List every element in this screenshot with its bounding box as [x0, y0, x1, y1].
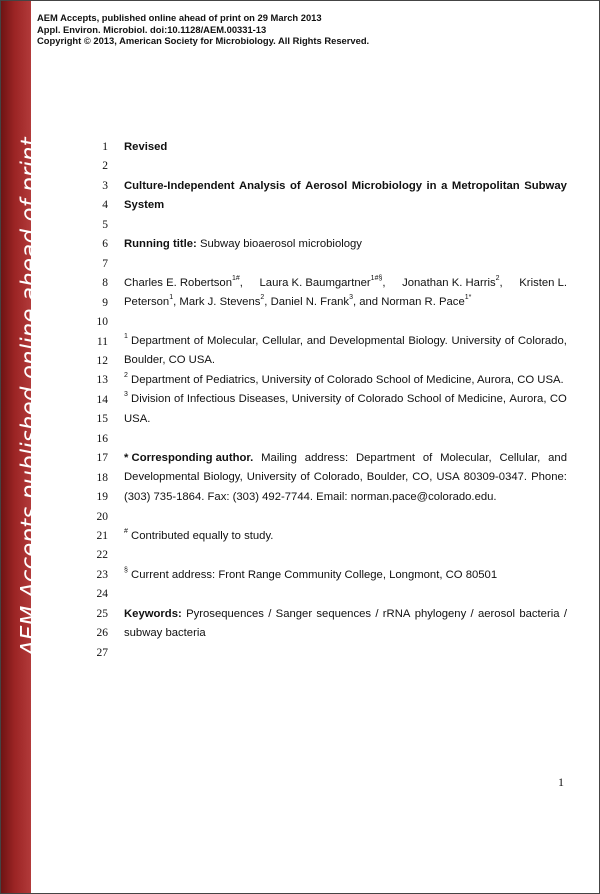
corresponding-line-2-word: 80309-0347.	[463, 471, 528, 483]
corresponding-line-2-word: Colorado,	[313, 471, 363, 483]
corresponding-line-1	[124, 452, 567, 464]
line-number: 6	[102, 238, 108, 251]
keywords-word: Pyrosequences	[186, 608, 264, 620]
line-number: 23	[96, 568, 108, 581]
affiliation-3-word: School	[406, 393, 442, 405]
line-number: 13	[96, 374, 108, 387]
line-number: 18	[96, 471, 108, 484]
affiliation-3-word: of	[444, 393, 455, 405]
corresponding-word: of	[422, 452, 433, 464]
line-number: 15	[96, 413, 108, 426]
affiliation-1-line-2: Boulder, CO USA.	[124, 354, 216, 366]
affiliation-3-word: CO	[549, 393, 567, 405]
corresponding-line-2-word: Phone:	[531, 471, 567, 483]
affiliation-2: $^2$ Department of Pediatrics, University of Colorado School of Medicine, Aurora, CO USA.	[124, 372, 564, 386]
revised-label: Revised	[124, 141, 168, 153]
contributed-note: # Contributed equally to study.	[124, 528, 274, 542]
line-number: 7	[102, 257, 108, 270]
paper-title-line-2: System	[124, 199, 165, 211]
author-baumgartner: Laura K. Baumgartner$^{1\#\S}$,	[259, 275, 386, 289]
affiliation-1-word: and	[306, 335, 326, 347]
paper-title-line-1	[124, 180, 567, 192]
keywords-word: aerosol	[477, 608, 516, 620]
paper-title-line-1-word: of	[289, 180, 301, 192]
paper-title-line-1-word: Culture-Independent	[124, 180, 235, 192]
keywords-word: /	[268, 608, 272, 620]
line-number: 22	[96, 549, 108, 562]
corresponding-line-2-word: University	[246, 471, 297, 483]
affiliation-3-word: University	[291, 393, 342, 405]
authors-line-2: Peterson$^1$, Mark J. Stevens$^2$, Daniel N. Frank$^3$, and Norman R. Pace$^{1*}$	[124, 294, 472, 308]
paper-title-line-1-word: a	[441, 180, 448, 192]
affiliation-1-word: Biology.	[408, 335, 448, 347]
affiliation-1-word: Cellular,	[262, 335, 303, 347]
corresponding-line-2-word: CO,	[412, 471, 433, 483]
line-number: 2	[102, 160, 108, 173]
keywords-word: bacteria	[519, 608, 560, 620]
line-number: 19	[96, 491, 108, 504]
line-number: 17	[96, 452, 108, 465]
affiliation-1-word: of	[193, 335, 204, 347]
corresponding-label: * Corresponding author.	[124, 452, 254, 464]
affiliation-3-line-1	[124, 393, 567, 405]
author-harris: Jonathan K. Harris$^2$,	[402, 275, 503, 289]
corresponding-word: Molecular,	[440, 452, 492, 464]
corresponding-word: and	[548, 452, 567, 464]
corresponding-word: address:	[304, 452, 349, 464]
paper-title-line-1-word: Microbiology	[351, 180, 423, 192]
affiliation-3-word: Diseases,	[238, 393, 289, 405]
keywords-word: /	[375, 608, 379, 620]
corresponding-line-2-word: Boulder,	[366, 471, 409, 483]
corresponding-word: Cellular,	[499, 452, 541, 464]
running-title-text: Subway bioaerosol microbiology	[199, 238, 362, 250]
affiliation-1-line-1	[124, 335, 567, 347]
journal-header	[37, 12, 369, 47]
corresponding-word: Mailing	[261, 452, 297, 464]
header-line-1: AEM Accepts, published online ahead of print on 29 March 2013	[37, 12, 322, 23]
affiliation-1-word: University	[451, 335, 502, 347]
corresponding-line-2	[124, 471, 567, 483]
paper-title-line-1-word: Subway	[524, 180, 567, 192]
keywords-word: /	[470, 608, 474, 620]
paper-title-line-1-word: Aerosol	[305, 180, 348, 192]
line-number: 9	[102, 296, 108, 309]
corresponding-line-2-word: Biology,	[203, 471, 243, 483]
affiliation-3-line-2: USA.	[124, 413, 151, 425]
corresponding-line-2-word: Developmental	[124, 471, 200, 483]
aff3-word-0: Division	[131, 393, 171, 405]
affiliation-1-word: Molecular,	[206, 335, 259, 347]
keywords-word: rRNA	[382, 608, 411, 620]
keywords-label: Keywords:	[124, 608, 182, 620]
corresponding-word: Department	[355, 452, 415, 464]
watermark-sidebar	[1, 1, 43, 893]
line-number: 4	[102, 199, 108, 212]
line-number: 5	[102, 218, 108, 231]
header-line-3: Copyright © 2013, American Society for Microbiology. All Rights Reserved.	[37, 35, 370, 46]
line-number: 24	[96, 588, 108, 601]
affiliation-3-word: of	[344, 393, 355, 405]
keywords-word: /	[563, 608, 567, 620]
affiliation-3-word: Aurora,	[509, 393, 547, 405]
authors-line-1	[124, 277, 567, 289]
affiliation-1-word: Colorado,	[517, 335, 567, 347]
line-number: 14	[96, 393, 108, 406]
affiliation-3-word: of	[174, 393, 184, 405]
line-number: 10	[96, 316, 108, 329]
line-number: 1	[102, 141, 108, 153]
keywords-line-2: subway bacteria	[124, 627, 206, 639]
line-number: 26	[96, 627, 108, 640]
page-number: 1	[558, 775, 564, 789]
affiliation-3-word: Colorado	[357, 393, 404, 405]
affiliation-1-word: of	[504, 335, 515, 347]
line-number: 8	[102, 277, 108, 290]
affiliation-1-word: Developmental	[329, 335, 405, 347]
line-number: 3	[102, 179, 108, 192]
keywords-word: Sanger	[275, 608, 313, 620]
watermark-text: AEM Accepts published online ahead of print	[17, 137, 43, 656]
line-number: 12	[96, 354, 108, 367]
paper-title-line-1-word: Metropolitan	[451, 180, 520, 192]
running-title	[124, 238, 362, 250]
line-number: 27	[96, 646, 108, 659]
current-address-note: § Current address: Front Range Community College, Longmont, CO 80501	[124, 567, 498, 581]
keywords-word: sequences	[316, 608, 372, 620]
paper-title-line-1-word: in	[426, 180, 437, 192]
corresponding-line-2-word: USA	[436, 471, 460, 483]
header-line-2: Appl. Environ. Microbiol. doi:10.1128/AEM.00331-13	[37, 23, 267, 35]
affiliation-3-word: Infectious	[186, 393, 236, 405]
line-number: 11	[96, 335, 108, 348]
keywords-line-1	[124, 608, 567, 620]
line-number: 21	[96, 530, 108, 542]
corresponding-line-2-word: of	[300, 471, 310, 483]
line-number: 16	[96, 432, 108, 445]
author-robertson: Charles E. Robertson$^{1\#}$,	[124, 275, 243, 289]
keywords-word: phylogeny	[414, 608, 467, 620]
running-title-label: Running title:	[124, 238, 197, 250]
line-number: 20	[96, 510, 108, 523]
affiliation-3-first: $^3$ Division	[124, 391, 171, 405]
corresponding-line-3: (303) 735-1864. Fax: (303) 492-7744. Email: norman.pace@colorado.edu.	[124, 491, 497, 503]
paper-title-line-1-word: Analysis	[238, 180, 286, 192]
affiliation-3-word: Medicine,	[457, 393, 506, 405]
line-number: 25	[96, 607, 108, 620]
aff1-word-0: Department	[131, 335, 191, 347]
author-peterson-first: Kristen L.	[519, 277, 567, 289]
affiliation-1-first: $^1$ Department	[124, 333, 191, 347]
